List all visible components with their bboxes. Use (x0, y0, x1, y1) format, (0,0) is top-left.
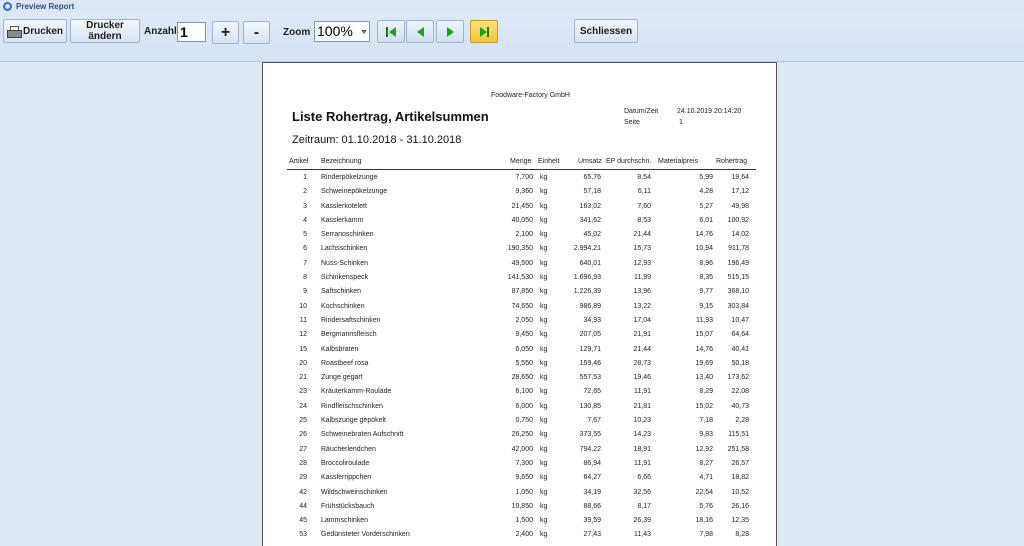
table-row (263, 514, 778, 528)
cell-ep: 21,44 (633, 345, 651, 353)
column-header-einheit: Einheit (538, 158, 560, 165)
cell-materialpreis: 11,93 (696, 316, 713, 324)
cell-einheit: kg (540, 531, 548, 539)
cell-einheit: kg (540, 474, 548, 482)
cell-menge: 6,000 (515, 402, 533, 410)
report-page (262, 62, 777, 546)
cell-einheit: kg (540, 331, 548, 339)
cell-ep: 17,04 (633, 316, 651, 324)
cell-materialpreis: 13,40 (695, 374, 713, 382)
cell-menge: 87,850 (511, 288, 533, 296)
last-page-icon (480, 27, 487, 37)
cell-bezeichnung: Kochschinken (321, 302, 365, 310)
cell-bezeichnung: Kräuterkamm-Roulade (321, 388, 392, 396)
header-divider (287, 169, 756, 170)
cell-menge: 190,350 (507, 245, 533, 253)
cell-materialpreis: 14,76 (695, 345, 713, 353)
cell-umsatz: 557,53 (579, 374, 601, 382)
cell-materialpreis: 15,02 (695, 402, 713, 410)
cell-einheit: kg (540, 359, 548, 367)
cell-rohertrag: 19,64 (731, 174, 749, 181)
cell-ep: 8,53 (637, 216, 651, 224)
cell-materialpreis: 14,76 (695, 231, 713, 239)
cell-umsatz: 45,02 (583, 231, 601, 239)
cell-rohertrag: 50,18 (731, 359, 749, 367)
column-header-menge: Menge (510, 158, 532, 165)
cell-ep: 15,73 (633, 245, 651, 253)
cell-umsatz: 130,85 (579, 402, 601, 410)
cell-umsatz: 373,55 (579, 431, 601, 439)
cell-ep: 7,60 (637, 202, 651, 210)
report-period: Zeitraum: 01.10.2018 - 31.10.2018 (292, 134, 462, 146)
cell-umsatz: 2.994,21 (573, 245, 601, 253)
cell-einheit: kg (540, 274, 548, 282)
cell-menge: 7,300 (515, 459, 533, 467)
cell-rohertrag: 173,62 (727, 374, 749, 382)
cell-menge: 1,500 (515, 517, 533, 525)
cell-artikel: 2 (303, 188, 307, 196)
table-row (263, 486, 778, 500)
app-icon (3, 2, 12, 11)
table-row (263, 385, 778, 399)
table-row (263, 457, 778, 471)
table-row (263, 200, 778, 214)
cell-bezeichnung: Gedünsteter Vorderschinken (321, 531, 410, 539)
table-row (263, 228, 778, 242)
cell-menge: 2,400 (515, 531, 533, 539)
cell-umsatz: 1.696,93 (573, 274, 601, 282)
title-bar (0, 0, 1024, 13)
quantity-plus-button[interactable]: + (212, 21, 239, 44)
cell-menge: 0,750 (515, 417, 533, 425)
cell-bezeichnung: Nuss-Schinken (321, 259, 369, 267)
cell-artikel: 12 (299, 331, 307, 339)
cell-umsatz: 34,19 (583, 488, 601, 496)
cell-artikel: 23 (299, 388, 307, 396)
cell-menge: 9,650 (515, 474, 533, 482)
print-button-label: Drucken (22, 25, 63, 37)
cell-artikel: 1 (303, 174, 307, 181)
cell-umsatz: 88,66 (583, 502, 601, 510)
cell-ep: 11,91 (634, 459, 651, 467)
cell-umsatz: 341,62 (579, 216, 601, 224)
cell-materialpreis: 9,83 (699, 431, 713, 439)
change-printer-label: Drucker ändern (86, 20, 124, 42)
cell-umsatz: 57,18 (583, 188, 601, 196)
table-row (263, 257, 778, 271)
cell-einheit: kg (540, 245, 548, 253)
cell-einheit: kg (540, 231, 548, 239)
cell-bezeichnung: Serranoschinken (321, 231, 374, 239)
cell-bezeichnung: Kalbszunge gepökelt (321, 417, 386, 425)
table-row (263, 285, 778, 299)
cell-rohertrag: 49,98 (731, 202, 749, 210)
cell-rohertrag: 368,10 (727, 288, 749, 296)
cell-ep: 12,93 (633, 259, 651, 267)
table-row (263, 414, 778, 428)
cell-artikel: 25 (299, 417, 307, 425)
cell-materialpreis: 9,77 (699, 288, 713, 296)
cell-umsatz: 65,76 (583, 174, 601, 181)
cell-rohertrag: 2,28 (735, 417, 749, 425)
cell-artikel: 45 (299, 517, 307, 525)
cell-rohertrag: 10,52 (731, 488, 749, 496)
cell-ep: 6,66 (637, 474, 651, 482)
cell-umsatz: 207,05 (579, 331, 601, 339)
cell-bezeichnung: Kasslerkotelett (321, 202, 367, 210)
cell-materialpreis: 8,35 (699, 274, 713, 282)
cell-menge: 74,650 (511, 302, 533, 310)
cell-einheit: kg (540, 502, 548, 510)
cell-rohertrag: 10,47 (731, 316, 749, 324)
cell-menge: 40,050 (511, 216, 533, 224)
zoom-select[interactable] (314, 21, 370, 42)
cell-einheit: kg (540, 445, 548, 453)
cell-umsatz: 986,89 (579, 302, 601, 310)
cell-materialpreis: 7,18 (699, 417, 713, 425)
report-table-body (263, 171, 778, 543)
close-button[interactable] (574, 19, 638, 43)
cell-materialpreis: 9,15 (699, 302, 713, 310)
cell-einheit: kg (540, 345, 548, 353)
cell-artikel: 7 (303, 259, 307, 267)
cell-menge: 2,100 (515, 231, 533, 239)
cell-menge: 1,050 (515, 488, 533, 496)
column-header-ep: EP durchschn. (606, 158, 652, 165)
cell-artikel: 3 (303, 202, 307, 210)
table-row (263, 343, 778, 357)
table-row (263, 357, 778, 371)
cell-bezeichnung: Schinkenspeck (321, 274, 369, 282)
cell-artikel: 21 (299, 374, 307, 382)
cell-bezeichnung: Räucherlendchen (321, 445, 376, 453)
cell-menge: 9,450 (515, 331, 533, 339)
cell-umsatz: 86,94 (583, 459, 601, 467)
first-page-icon (386, 27, 388, 37)
cell-menge: 7,700 (515, 174, 533, 181)
cell-umsatz: 72,65 (583, 388, 601, 396)
cell-rohertrag: 196,49 (727, 259, 749, 267)
cell-artikel: 15 (299, 345, 307, 353)
cell-ep: 21,91 (633, 331, 651, 339)
date-label: Datum/Zeit (624, 108, 659, 115)
cell-ep: 11,91 (634, 388, 651, 396)
cell-menge: 26,250 (511, 431, 533, 439)
company-name: Foodware-Factory GmbH (491, 92, 570, 99)
table-row (263, 400, 778, 414)
cell-einheit: kg (540, 517, 548, 525)
cell-rohertrag: 26,57 (731, 459, 749, 467)
cell-ep: 32,56 (633, 488, 651, 496)
cell-bezeichnung: Saftschinken (321, 288, 362, 296)
cell-bezeichnung: Lammschinken (321, 517, 369, 525)
cell-artikel: 26 (299, 431, 307, 439)
cell-artikel: 28 (299, 459, 307, 467)
cell-umsatz: 794,22 (579, 445, 601, 453)
cell-rohertrag: 26,16 (731, 502, 749, 510)
cell-bezeichnung: Rindersaftschinken (321, 316, 381, 324)
cell-einheit: kg (540, 402, 548, 410)
cell-ep: 8,17 (637, 502, 651, 510)
cell-menge: 5,550 (515, 359, 533, 367)
cell-menge: 42,000 (511, 445, 533, 453)
cell-artikel: 44 (299, 502, 307, 510)
cell-bezeichnung: Schweinepökelzunge (321, 188, 388, 196)
table-row (263, 443, 778, 457)
cell-einheit: kg (540, 417, 548, 425)
cell-einheit: kg (540, 188, 548, 196)
table-row (263, 371, 778, 385)
cell-ep: 28,73 (633, 359, 651, 367)
cell-bezeichnung: Schweinebraten Aufschnitt (321, 431, 404, 439)
cell-rohertrag: 100,92 (727, 216, 749, 224)
cell-materialpreis: 19,69 (695, 359, 713, 367)
cell-einheit: kg (540, 259, 548, 267)
cell-materialpreis: 4,71 (699, 474, 713, 482)
table-row (263, 271, 778, 285)
cell-menge: 9,360 (515, 188, 533, 196)
cell-artikel: 20 (299, 359, 307, 367)
cell-ep: 6,11 (637, 188, 651, 196)
cell-bezeichnung: Rindfleischschinken (321, 402, 383, 410)
cell-rohertrag: 18,82 (731, 474, 749, 482)
table-row (263, 428, 778, 442)
cell-ep: 11,99 (634, 274, 651, 282)
cell-menge: 28,650 (511, 374, 533, 382)
cell-umsatz: 159,46 (579, 359, 601, 367)
table-row (263, 242, 778, 256)
print-button[interactable] (3, 19, 67, 43)
cell-umsatz: 163,02 (579, 202, 601, 210)
cell-umsatz: 39,59 (583, 517, 601, 525)
cell-rohertrag: 911,78 (728, 245, 749, 253)
cell-einheit: kg (540, 488, 548, 496)
cell-materialpreis: 15,07 (695, 331, 713, 339)
cell-einheit: kg (540, 316, 548, 324)
cell-menge: 10,850 (511, 502, 533, 510)
cell-materialpreis: 22,54 (695, 488, 713, 496)
cell-ep: 21,44 (633, 231, 651, 239)
cell-menge: 6,100 (515, 388, 533, 396)
table-row (263, 314, 778, 328)
cell-einheit: kg (540, 202, 548, 210)
cell-materialpreis: 8,27 (699, 459, 713, 467)
cell-materialpreis: 5,27 (699, 202, 713, 210)
cell-materialpreis: 6,01 (699, 216, 713, 224)
cell-materialpreis: 10,94 (695, 245, 713, 253)
cell-materialpreis: 12,92 (695, 445, 713, 453)
cell-einheit: kg (540, 288, 548, 296)
table-row (263, 185, 778, 199)
cell-menge: 141,530 (507, 274, 533, 282)
quantity-label: Anzahl (144, 26, 177, 37)
cell-rohertrag: 303,84 (727, 302, 749, 310)
zoom-label: Zoom (283, 27, 311, 38)
last-page-button[interactable] (470, 20, 498, 43)
table-row (263, 171, 778, 185)
cell-materialpreis: 5,99 (699, 174, 713, 181)
cell-bezeichnung: Zunge gegart (321, 374, 363, 382)
cell-artikel: 9 (303, 288, 307, 296)
date-value: 24.10.2019 20:14:20 (677, 108, 742, 115)
quantity-minus-button[interactable]: - (243, 21, 270, 44)
cell-umsatz: 27,43 (583, 531, 601, 539)
cell-artikel: 4 (303, 216, 307, 224)
cell-ep: 13,22 (633, 302, 651, 310)
cell-artikel: 53 (299, 531, 307, 539)
cell-einheit: kg (540, 216, 548, 224)
cell-ep: 8,54 (637, 174, 651, 181)
table-row (263, 214, 778, 228)
cell-materialpreis: 8,96 (699, 259, 713, 267)
close-button-label: Schliessen (579, 25, 633, 37)
column-header-artikel: Artikel (289, 158, 309, 165)
cell-artikel: 42 (299, 488, 307, 496)
cell-artikel: 10 (299, 302, 307, 310)
cell-ep: 14,23 (633, 431, 651, 439)
cell-bezeichnung: Bergmannsfleisch (321, 331, 377, 339)
cell-ep: 18,91 (633, 445, 651, 453)
cell-umsatz: 1.226,39 (573, 288, 601, 296)
cell-rohertrag: 40,41 (731, 345, 749, 353)
cell-bezeichnung: Wildschweinschinken (321, 488, 388, 496)
cell-ep: 26,39 (633, 517, 651, 525)
cell-ep: 19,46 (633, 374, 651, 382)
column-header-rohertrag: Rohertrag (716, 158, 748, 165)
cell-rohertrag: 14,02 (731, 231, 749, 239)
cell-ep: 21,81 (633, 402, 651, 410)
next-page-icon (447, 27, 454, 37)
previous-page-icon (417, 27, 424, 37)
cell-rohertrag: 251,58 (727, 445, 749, 453)
cell-einheit: kg (540, 174, 548, 181)
printer-icon (7, 26, 20, 36)
cell-bezeichnung: Roastbeef rosa (321, 359, 369, 367)
cell-bezeichnung: Kasslerrippchen (321, 474, 372, 482)
cell-bezeichnung: Lachsschinken (321, 245, 368, 253)
cell-materialpreis: 8,29 (699, 388, 713, 396)
cell-artikel: 11 (299, 316, 307, 324)
cell-ep: 10,23 (633, 417, 651, 425)
cell-umsatz: 7,67 (587, 417, 601, 425)
cell-artikel: 8 (303, 274, 307, 282)
next-page-button[interactable] (436, 20, 464, 43)
column-header-materialpreis: Materialpreis (658, 158, 699, 165)
cell-materialpreis: 7,98 (699, 531, 713, 539)
cell-rohertrag: 8,28 (735, 531, 749, 539)
cell-rohertrag: 40,73 (731, 402, 749, 410)
cell-umsatz: 64,27 (583, 474, 601, 482)
cell-rohertrag: 22,08 (731, 388, 749, 396)
cell-artikel: 5 (303, 231, 307, 239)
cell-artikel: 29 (299, 474, 307, 482)
page-label: Seite (624, 119, 640, 126)
cell-menge: 21,450 (511, 202, 533, 210)
change-printer-button[interactable] (70, 19, 140, 43)
cell-einheit: kg (540, 431, 548, 439)
cell-rohertrag: 115,51 (728, 431, 749, 439)
quantity-input[interactable]: 1 (177, 22, 206, 42)
cell-bezeichnung: Kasslerkamm (321, 216, 364, 224)
cell-einheit: kg (540, 388, 548, 396)
window-title: Preview Report (16, 2, 75, 11)
table-row (263, 500, 778, 514)
cell-bezeichnung: Frühstücksbauch (321, 502, 375, 510)
table-row (263, 471, 778, 485)
page-value: 1 (679, 119, 683, 126)
column-header-umsatz: Umsatz (578, 158, 602, 165)
cell-bezeichnung: Broccoliroulade (321, 459, 370, 467)
table-row (263, 328, 778, 342)
cell-rohertrag: 64,64 (731, 331, 749, 339)
cell-einheit: kg (540, 374, 548, 382)
table-row (263, 300, 778, 314)
cell-menge: 6,050 (515, 345, 533, 353)
cell-menge: 2,050 (515, 316, 533, 324)
chevron-down-icon (361, 30, 367, 34)
cell-einheit: kg (540, 302, 548, 310)
cell-umsatz: 34,93 (583, 316, 601, 324)
cell-einheit: kg (540, 459, 548, 467)
cell-artikel: 27 (299, 445, 307, 453)
cell-bezeichnung: Rinderpökelzunge (321, 174, 378, 181)
cell-umsatz: 129,71 (579, 345, 601, 353)
cell-umsatz: 640,01 (579, 259, 601, 267)
cell-artikel: 24 (299, 402, 307, 410)
first-page-button[interactable] (377, 20, 405, 43)
previous-page-button[interactable] (406, 20, 434, 43)
cell-bezeichnung: Kalbsbraten (321, 345, 359, 353)
cell-menge: 49,500 (511, 259, 533, 267)
zoom-value: 100% (317, 23, 353, 39)
cell-rohertrag: 17,12 (731, 188, 749, 196)
cell-ep: 13,96 (633, 288, 651, 296)
cell-rohertrag: 12,35 (731, 517, 749, 525)
column-header-bezeichnung: Bezeichnung (321, 158, 362, 165)
cell-ep: 11,43 (634, 531, 651, 539)
table-row (263, 528, 778, 542)
cell-artikel: 6 (303, 245, 307, 253)
cell-materialpreis: 18,16 (695, 517, 713, 525)
cell-materialpreis: 4,28 (699, 188, 713, 196)
cell-rohertrag: 515,15 (727, 274, 749, 282)
report-title: Liste Rohertrag, Artikelsummen (292, 109, 489, 124)
toolbar (0, 13, 1024, 62)
cell-materialpreis: 5,76 (699, 502, 713, 510)
